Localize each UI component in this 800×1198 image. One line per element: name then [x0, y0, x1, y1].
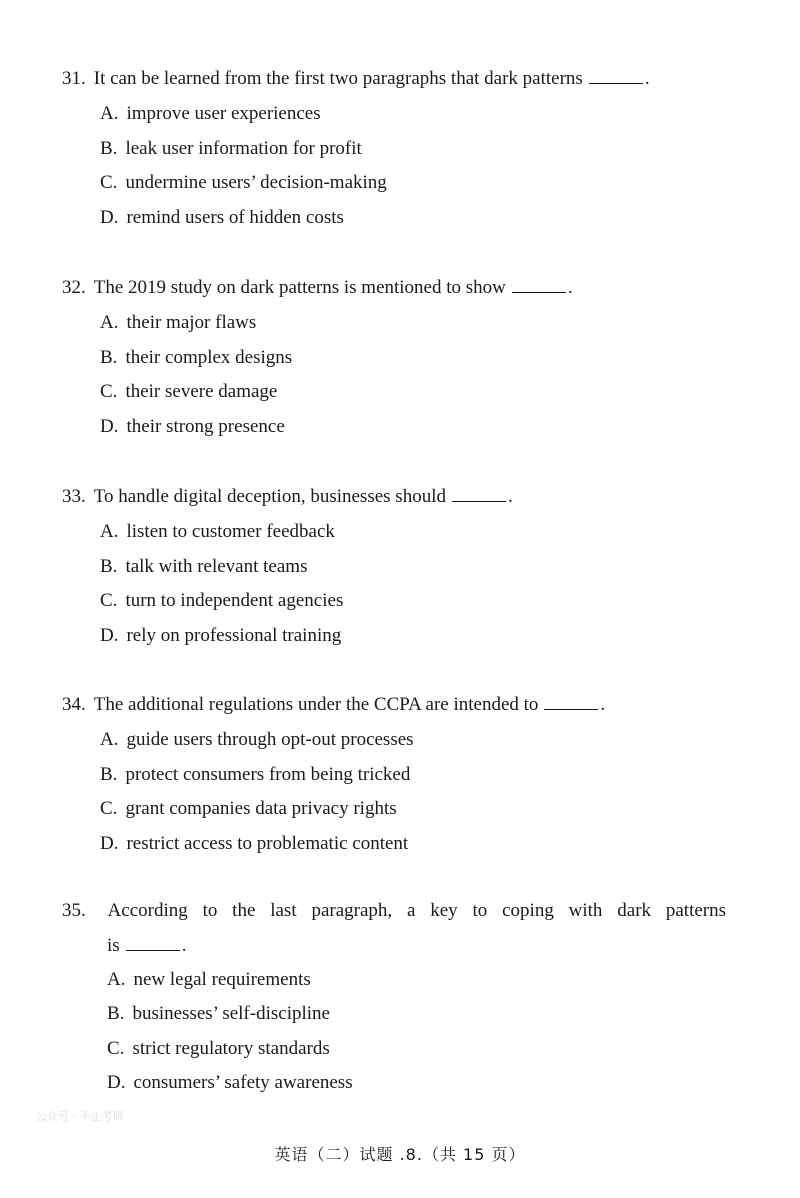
- option-d: [107, 1072, 353, 1094]
- question-stem: [62, 900, 726, 922]
- option-letter: C.: [100, 798, 118, 819]
- option-text: their severe damage: [125, 381, 278, 402]
- option-c: [107, 1038, 330, 1060]
- option-d: [100, 625, 341, 647]
- option-d: [100, 416, 285, 438]
- option-text: strict regulatory standards: [132, 1038, 330, 1059]
- option-text: guide users through opt-out processes: [126, 729, 414, 750]
- option-letter: B.: [100, 764, 118, 785]
- question-stem: [62, 486, 513, 508]
- option-letter: A.: [107, 969, 126, 990]
- stem-end: .: [181, 935, 187, 956]
- question-text-cont: is: [107, 935, 120, 956]
- stem-end: .: [600, 694, 606, 715]
- option-a: [100, 729, 414, 751]
- option-letter: C.: [100, 590, 118, 611]
- option-text: remind users of hidden costs: [126, 207, 344, 228]
- option-text: grant companies data privacy rights: [125, 798, 397, 819]
- option-text: consumers’ safety awareness: [133, 1072, 353, 1093]
- stem-end: .: [644, 68, 650, 89]
- option-d: [100, 207, 344, 229]
- question-text: The additional regulations under the CCPA are intended to: [93, 694, 539, 715]
- option-letter: B.: [100, 347, 118, 368]
- question-number: 31.: [62, 68, 86, 89]
- question-text: The 2019 study on dark patterns is mentioned to show: [93, 277, 506, 298]
- option-text: rely on professional training: [126, 625, 342, 646]
- option-letter: C.: [100, 172, 118, 193]
- stem-end: .: [567, 277, 573, 298]
- option-text: their strong presence: [126, 416, 285, 437]
- question-stem: [62, 694, 605, 716]
- option-b: [100, 347, 292, 369]
- option-b: [100, 764, 410, 786]
- option-b: [107, 1003, 330, 1025]
- option-text: leak user information for profit: [125, 138, 362, 159]
- option-letter: B.: [100, 138, 118, 159]
- option-text: listen to customer feedback: [126, 521, 335, 542]
- option-letter: D.: [100, 207, 119, 228]
- option-text: undermine users’ decision-making: [125, 172, 387, 193]
- question-text: It can be learned from the first two paragraphs that dark patterns: [93, 68, 583, 89]
- question-stem: [62, 277, 573, 299]
- watermark: 公众号 · 不止考研: [36, 1110, 124, 1123]
- answer-blank: [452, 486, 506, 502]
- option-text: businesses’ self-discipline: [132, 1003, 330, 1024]
- answer-blank: [126, 935, 180, 951]
- option-text: turn to independent agencies: [125, 590, 344, 611]
- question-number: 32.: [62, 277, 86, 298]
- answer-blank: [589, 68, 643, 84]
- option-letter: D.: [100, 833, 119, 854]
- answer-blank: [512, 277, 566, 293]
- answer-blank: [544, 694, 598, 710]
- option-letter: C.: [100, 381, 118, 402]
- option-c: [100, 590, 343, 612]
- option-letter: D.: [100, 625, 119, 646]
- option-letter: A.: [100, 312, 119, 333]
- option-a: [100, 521, 335, 543]
- option-text: their complex designs: [125, 347, 293, 368]
- option-b: [100, 138, 362, 160]
- option-c: [100, 381, 277, 403]
- question-number: 33.: [62, 486, 86, 507]
- option-text: restrict access to problematic content: [126, 833, 409, 854]
- question-number: 35.: [62, 900, 86, 921]
- option-a: [100, 312, 256, 334]
- option-text: talk with relevant teams: [125, 556, 308, 577]
- question-text: According to the last paragraph, a key to coping with dark patterns: [107, 900, 726, 921]
- option-letter: D.: [107, 1072, 126, 1093]
- option-letter: A.: [100, 521, 119, 542]
- option-text: improve user experiences: [126, 103, 321, 124]
- question-stem: [62, 68, 650, 90]
- question-stem-continuation: [107, 935, 186, 957]
- option-d: [100, 833, 408, 855]
- option-text: protect consumers from being tricked: [125, 764, 411, 785]
- option-a: [100, 103, 321, 125]
- option-a: [107, 969, 311, 991]
- question-number: 34.: [62, 694, 86, 715]
- option-letter: A.: [100, 103, 119, 124]
- option-text: new legal requirements: [133, 969, 311, 990]
- option-b: [100, 556, 307, 578]
- option-letter: A.: [100, 729, 119, 750]
- option-letter: B.: [107, 1003, 125, 1024]
- question-text: To handle digital deception, businesses should: [93, 486, 446, 507]
- stem-end: .: [507, 486, 513, 507]
- option-letter: C.: [107, 1038, 125, 1059]
- option-c: [100, 798, 397, 820]
- option-c: [100, 172, 387, 194]
- option-letter: D.: [100, 416, 119, 437]
- option-letter: B.: [100, 556, 118, 577]
- option-text: their major flaws: [126, 312, 257, 333]
- page-footer: 英语（二）试题 .8.（共 15 页）: [274, 1145, 526, 1164]
